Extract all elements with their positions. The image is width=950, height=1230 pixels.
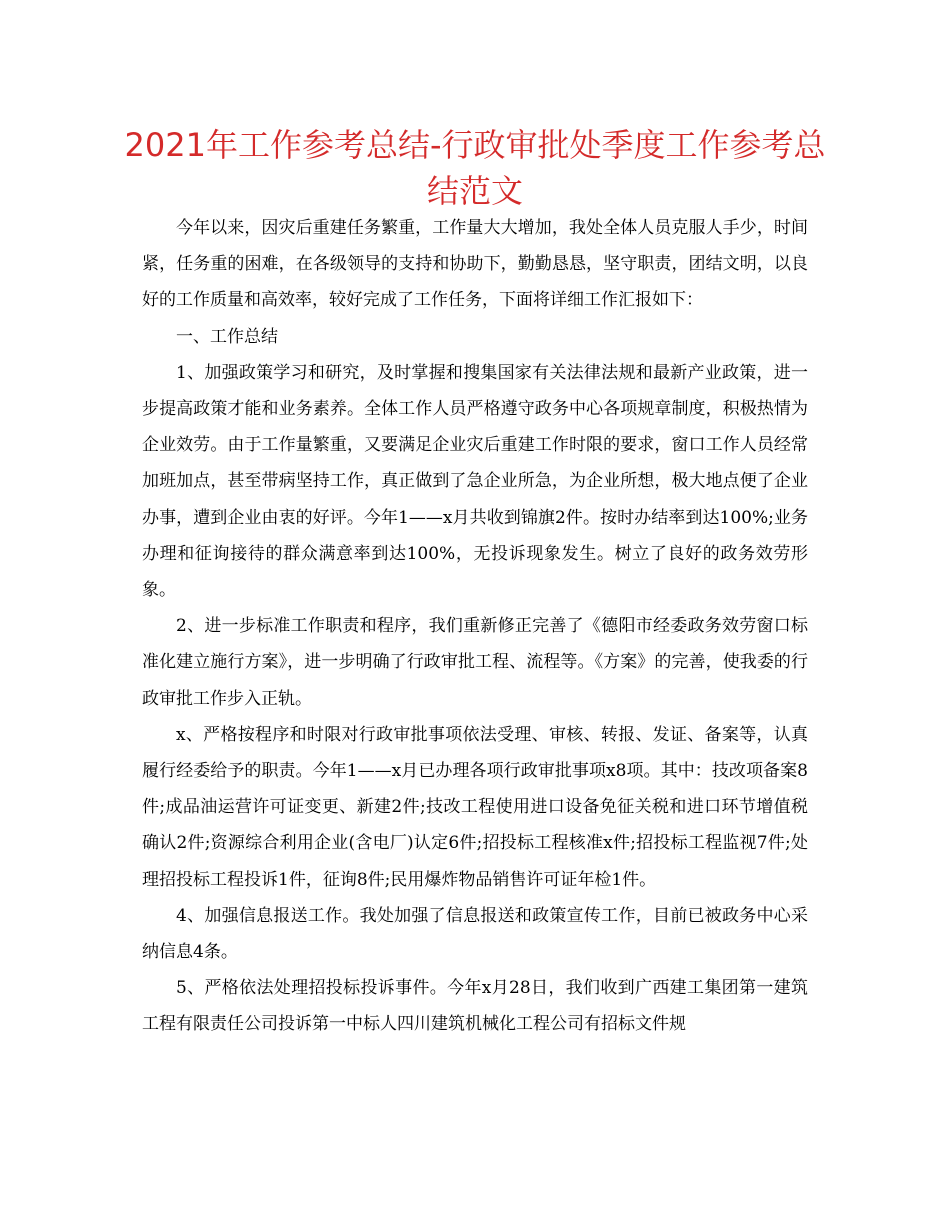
paragraph-item-2: 2、进一步标准工作职责和程序，我们重新修正完善了《德阳市经委政务效劳窗口标准化建立施行方案》，进一步明确了行政审批工程、流程等。《方案》的完善，使我委的行政审批工作步入正轨。 — [142, 616, 808, 709]
paragraph-intro: 今年以来，因灾后重建任务繁重，工作量大大增加，我处全体人员克服人手少，时间紧，任务重的困难，在各级领导的支持和协助下，勤勤恳恳，坚守职责，团结文明，以良好的工作质量和高效率，较好完成了工作任务，下面将详细工作汇报如下： — [142, 218, 808, 311]
document-body — [142, 210, 808, 1043]
paragraph-item-5: 5、严格依法处理招投标投诉事件。今年x月28日，我们收到广西建工集团第一建筑工程有限责任公司投诉第一中标人四川建筑机械化工程公司有招标文件规 — [142, 978, 808, 1035]
paragraph-item-1: 1、加强政策学习和研究，及时掌握和搜集国家有关法律法规和最新产业政策，进一步提高政策才能和业务素养。全体工作人员严格遵守政务中心各项规章制度，积极热情为企业效劳。由于工作量繁重，又要满足企业灾后重建工作时限的要求，窗口工作人员经常加班加点，甚至带病坚持工作，真正做到了急企业所急，为企业所想，极大地点便了企业办事，遭到企业由衷的好评。今年1——x月共收到锦旗2件。按时办结率到达100%;业务办理和征询接待的群众满意率到达100%，无投诉现象发生。树立了良好的政务效劳形象。 — [142, 362, 808, 601]
paragraph-item-3: x、严格按程序和时限对行政审批事项依法受理、审核、转报、发证、备案等，认真履行经委给予的职责。今年1——x月已办理各项行政审批事项x8项。其中：技改项备案8件;成品油运营许可证变更、新建2件;技改工程使用进口设备免征关税和进口环节增值税确认2件;资源综合利用企业(含电厂)认定6件;招投标工程核准x件;招投标工程监视7件;处理招投标工程投诉1件，征询8件;民用爆炸物品销售许可证年检1件。 — [142, 724, 808, 890]
paragraph-item-4: 4、加强信息报送工作。我处加强了信息报送和政策宣传工作，目前已被政务中心采纳信息4条。 — [142, 905, 808, 963]
section-heading-work-summary: 一、工作总结 — [176, 326, 278, 347]
document-title: 2021年工作参考总结-行政审批处季度工作参考总结范文 — [124, 126, 826, 210]
